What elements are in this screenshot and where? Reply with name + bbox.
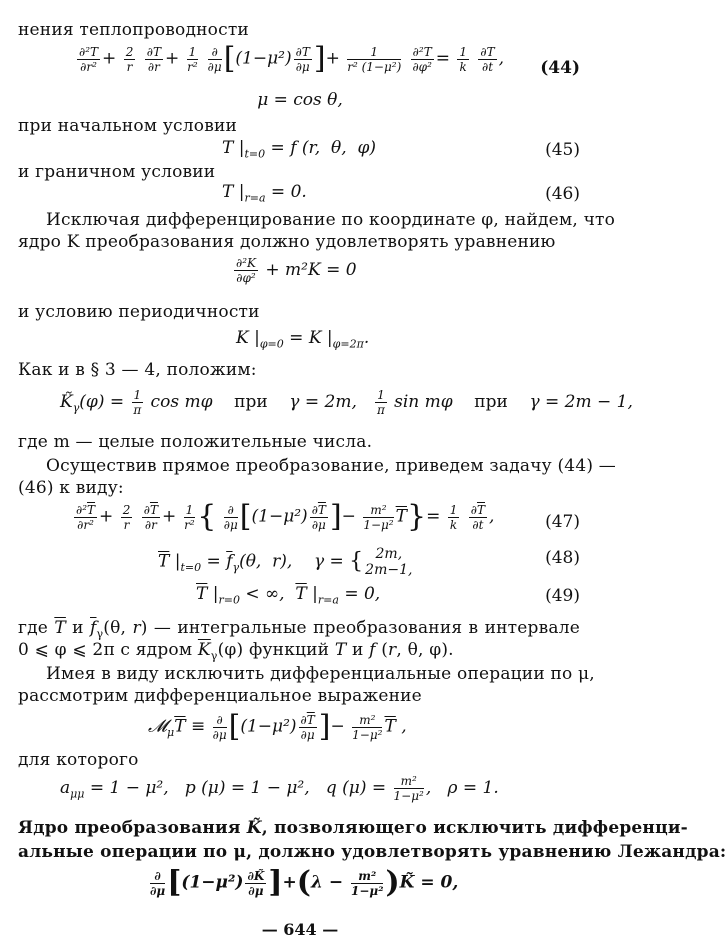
para2-line: Как и в § 3 — 4, положим: — [18, 360, 257, 380]
kernel-definition: $K̃_\gamma(\varphi)$ = $\frac{1}{\pi}$ cos mφ при γ = 2m, $\frac{1}{\pi}$ sin mφ при γ = 2m − 1, — [60, 388, 633, 417]
periodicity-label: и условию периодичности — [18, 302, 260, 322]
eq45-number: (45) — [545, 140, 580, 160]
where-m-line: где m — целые положительные числа. — [18, 432, 373, 452]
initial-condition-label: при начальном условии — [18, 116, 238, 136]
legendre-equation: $\frac{\partial}{\partial\mu}$ [(1−μ²) $\frac{\partial K̃}{\partial\mu}$ ]+(λ − $\frac{\text{m²}}{\text{1−μ²}}$ )K̃ = 0, — [150, 865, 459, 900]
equation-48: $\overline{T}$ $|_{t=0} = \overline{f}_\gamma(\theta$, r), γ = { 2m, 2m−1, — [158, 546, 413, 578]
para1-line2: ядро K преобразования должно удовлетворять уравнению — [18, 232, 556, 252]
page-number: — 644 — — [261, 920, 339, 939]
para3-line1: Осуществив прямое преобразование, приведем задачу (44) — — [46, 456, 616, 476]
equation-47: $\frac{\partial^2\overline{T}}{\text{∂r²}}$ + $\frac{2}{r}$ $\frac{\partial\overline{T}}{\partial r}$ + $\frac{1}{\text{r²}}$ { $\frac{\partial}{\partial\mu}$ [(1−μ²) $\frac{\partial\overline{T}}{\partial\mu}$ ]− $\frac{\text{m²}}{\text{1−μ²}}$ $\overline{T}\}=$ $\frac{1}{k}$ $\frac{\partial\overline{T}}{\partial t}$ , — [76, 499, 495, 534]
intro-line: нения теплопроводности — [18, 20, 249, 40]
para4-line2: 0 ⩽ φ ⩽ 2π с ядром $\overline{K}_\gamma(\varphi)$ функций T и f (r, θ, φ). — [18, 640, 454, 663]
para4-line1: где $\overline{T}$ и $\overline{f}_\gamma(\theta$, r) — интегральные преобразования в интервале — [18, 618, 580, 641]
equation-44: $\frac{\text{∂²T}}{\text{∂r²}}$ + $\frac{2}{r}$ $\frac{\partial T}{\partial r}$ + $\frac{1}{\text{r²}}$ $\frac{\partial}{\partial\mu}$ [(1−μ²) $\frac{\partial T}{\partial\mu}$ ]+ $\frac{1}{\text{r² (1−μ²)}}$ $\frac{\text{∂²T}}{\text{∂φ²}}$ = $\frac{1}{k}$ $\frac{\partial T}{\partial t}$ , — [79, 41, 505, 76]
equation-45: T $|_{t=0} = f$ (r, θ, φ) — [222, 138, 376, 161]
para6-line2: альные операции по μ, должно удовлетворять уравнению Лежандра: — [18, 842, 726, 862]
eq49-number: (49) — [545, 586, 580, 606]
coefficients-equation: $a_{\mu\mu} = 1 - \mu^2$, p (μ) = 1 − μ², q (μ) = $\frac{\text{m²}}{\text{1−μ²}}$ , ρ = 1. — [60, 774, 499, 803]
eq48-number: (48) — [545, 548, 580, 568]
eq47-number: (47) — [545, 512, 580, 532]
boundary-condition-label: и граничном условии — [18, 162, 216, 182]
kernel-equation: $\frac{\text{∂²K}}{\text{∂φ²}}$ + m²K = 0 — [236, 256, 357, 285]
para5-line1: Имея в виду исключить дифференциальные операции по μ, — [46, 664, 595, 684]
equation-46: T $|_{r=a} = 0$. — [222, 182, 307, 205]
equation-49: $\overline{T}$ $|_{r=0}$ < ∞, $\overline{T}$ $|_{r=a} = 0$, — [196, 584, 381, 607]
eq46-number: (46) — [545, 184, 580, 204]
periodicity-equation: K $|_{\varphi=0} = K$ $|_{\varphi=2\pi}$. — [236, 328, 370, 351]
para6-line1: Ядро преобразования K̃, позволяющего исключить дифференци- — [18, 818, 688, 838]
eq44-number: (44) — [540, 58, 580, 78]
para5-line2: рассмотрим дифференциальное выражение — [18, 686, 422, 706]
for-which-line: для которого — [18, 750, 139, 770]
mu-definition: μ = cos θ, — [257, 90, 343, 110]
para1-line1: Исключая дифференцирование по координате φ, найдем, что — [46, 210, 616, 230]
operator-equation: $𝓜_\mu\overline{T}$ ≡ $\frac{\partial}{\partial\mu}$ [(1−μ²) $\frac{\partial\overline{T}}{\partial\mu}$ ]− $\frac{\text{m²}}{\text{1−μ²}}$ $\overline{T}$ , — [148, 709, 407, 744]
para3-line2: (46) к виду: — [18, 478, 124, 498]
